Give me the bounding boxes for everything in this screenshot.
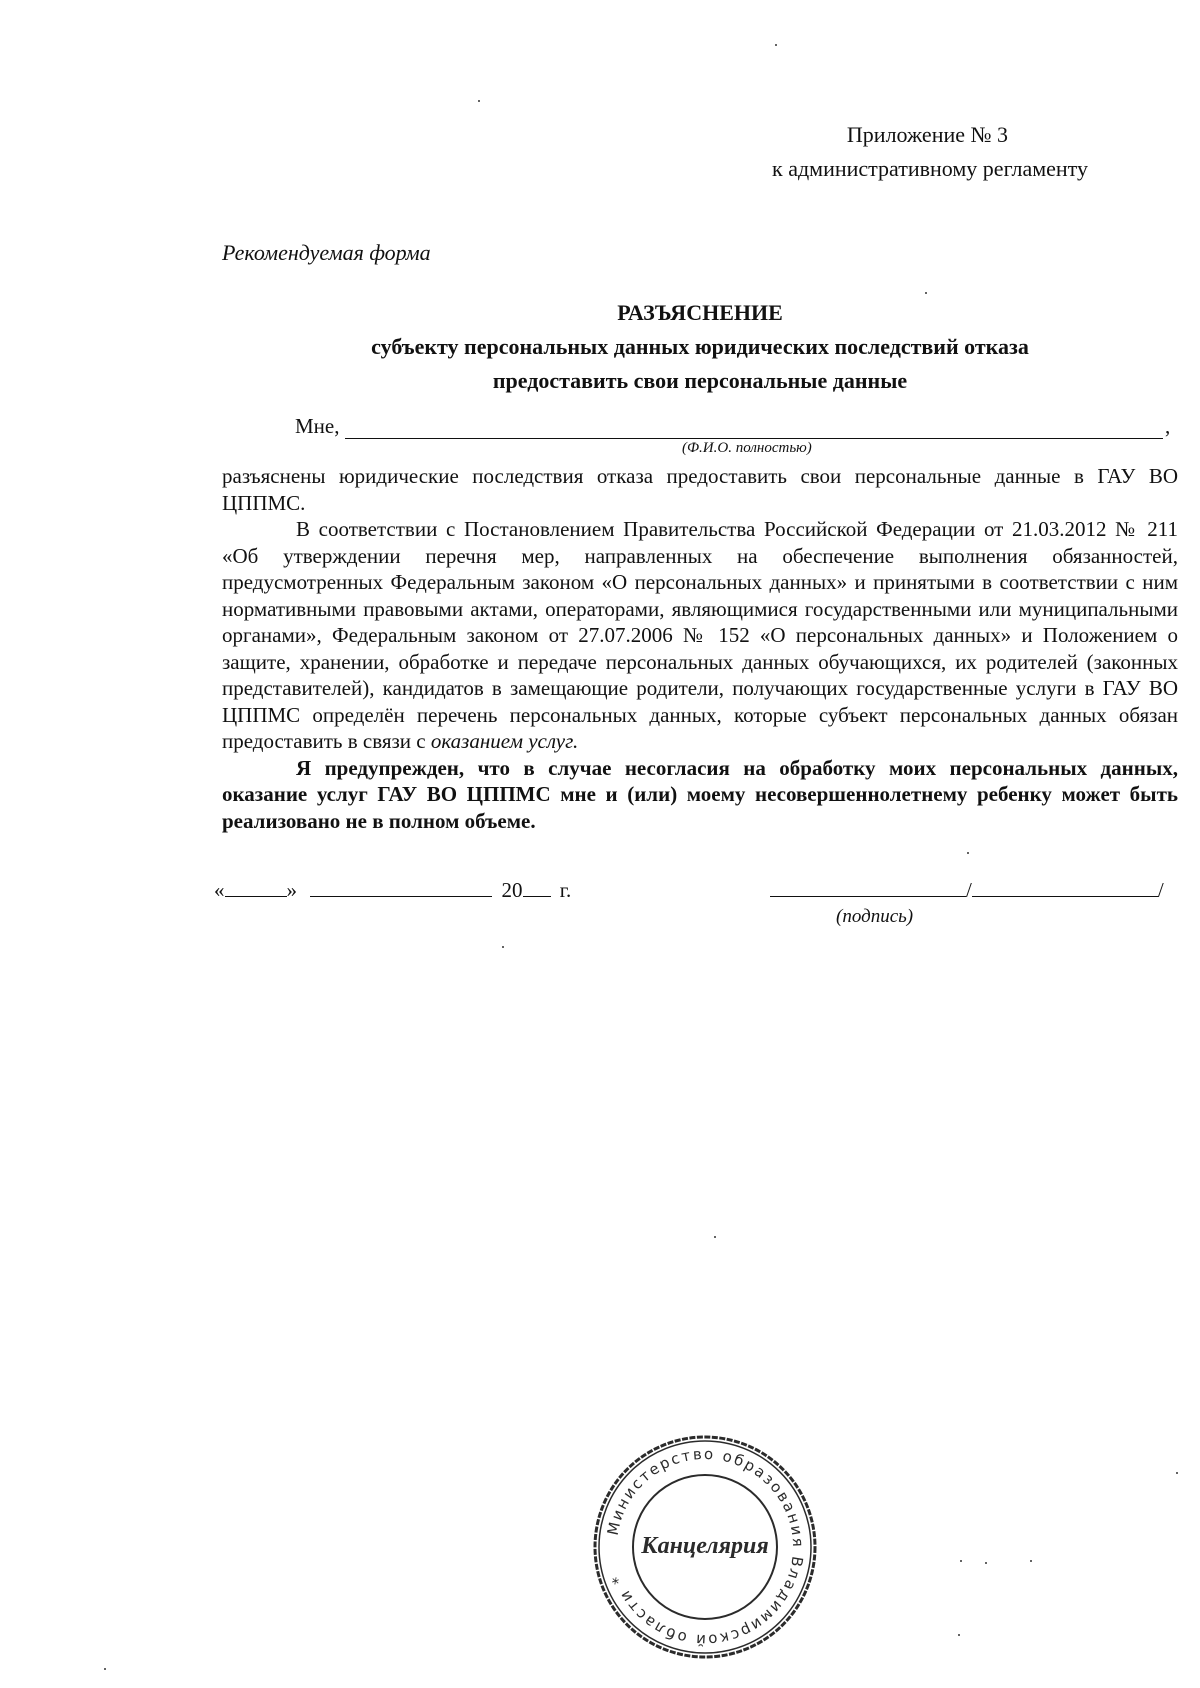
scan-speck [1176, 1472, 1178, 1474]
paragraph-2-text: В соответствии с Постановлением Правительства Российской Федерации от 21.03.2012 № 211 «Об утверждении перечня мер, направленных на обеспечение выполнения обязанностей, предусмотренных Федеральным законом «О персональных данных» и принятыми в соответствии с ним нормативными правовыми актами, операторами, являющимися государственными или муниципальными органами», Федеральным законом от 27.07.2006 № 152 «О персональных данных» и Положением о защите, хранении, обработке и передаче персональных данных обучающихся, их родителей (законных представителей), кандидатов в замещающие родители, получающих государственные услуги в ГАУ ВО ЦППМС определён перечень персональных данных, которые субъект персональных данных обязан предоставить в связи с [222, 517, 1178, 753]
document-body [222, 463, 1178, 834]
quote-close: » [286, 878, 297, 902]
year-suffix: г. [559, 878, 572, 902]
fio-comma: , [1165, 414, 1171, 438]
signature-slash-2: / [1157, 878, 1164, 902]
scan-speck [502, 946, 504, 948]
scan-speck [775, 44, 777, 46]
paragraph-2 [222, 516, 1178, 755]
paragraph-2-italic: оказанием услуг. [430, 729, 579, 753]
office-stamp [590, 1432, 820, 1662]
paragraph-1: разъяснены юридические последствия отказа предоставить свои персональные данные в ГАУ ВО ЦППМС. [222, 464, 1178, 515]
paragraph-3-warning: Я предупрежден, что в случае несогласия на обработку моих персональных данных, оказание услуг ГАУ ВО ЦППМС мне и (или) моему несовершеннолетнему ребенку может быть реализовано не в полном объеме. [222, 755, 1178, 833]
signature-slash-1: / [966, 878, 972, 902]
document-subtitle [222, 330, 1178, 398]
fio-row [295, 414, 1175, 439]
stamp-center-text: Канцелярия [641, 1533, 769, 1559]
stamp-ring-textpath: Министерство образования Владимирской области * [603, 1444, 808, 1650]
document-subtitle-text: субъекту персональных данных юридических последствий отказа предоставить свои персональные данные [371, 334, 1029, 393]
scan-speck [478, 100, 480, 102]
scan-speck [1030, 1560, 1032, 1562]
date-row [214, 878, 571, 903]
quote-open: « [214, 878, 225, 902]
recommended-form-label: Рекомендуемая форма [222, 240, 431, 265]
scan-speck [714, 1236, 716, 1238]
signature-blank[interactable] [770, 878, 966, 897]
mne-label: Мне, [295, 414, 340, 438]
signature-hint: (подпись) [836, 906, 914, 927]
scan-speck [960, 1560, 962, 1562]
year-blank[interactable] [523, 878, 551, 897]
appendix-number: Приложение № 3 [846, 122, 1008, 147]
scan-speck [958, 1634, 960, 1636]
document-title: РАЗЪЯСНЕНИЕ [617, 300, 783, 325]
scan-speck [925, 292, 927, 294]
month-blank[interactable] [310, 878, 492, 897]
day-blank[interactable] [225, 878, 287, 897]
appendix-reference: к административному регламенту [772, 156, 1088, 181]
fio-hint: (Ф.И.О. полностью) [682, 440, 812, 456]
signature-row [770, 878, 1164, 903]
scan-speck [985, 1562, 987, 1564]
fio-input-line[interactable] [345, 438, 1163, 439]
signature-name-blank[interactable] [972, 878, 1158, 897]
scan-speck [104, 1668, 106, 1670]
year-prefix: 20 [501, 878, 523, 902]
appendix-header [772, 118, 1088, 186]
scan-speck [967, 852, 969, 854]
